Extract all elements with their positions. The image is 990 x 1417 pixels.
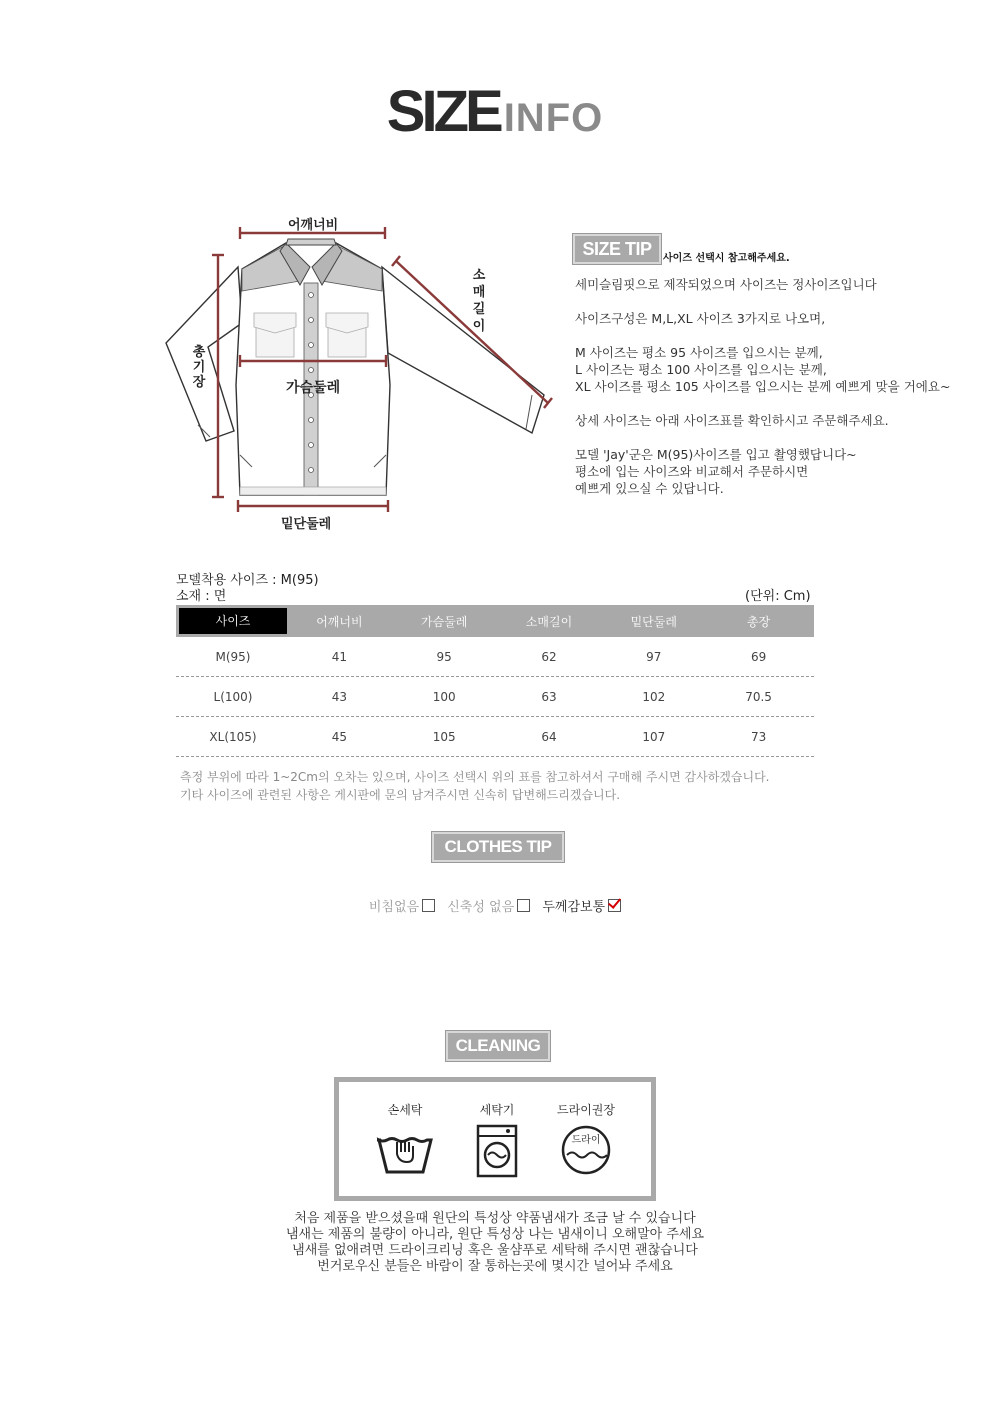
model-size: 모델착용 사이즈 : M(95) [176, 573, 319, 588]
label-total-length: 총기장 [192, 345, 206, 390]
shirt-illustration [160, 205, 560, 545]
table-cell: 69 [750, 649, 767, 664]
message-line: 냄새를 없애려면 드라이크리닝 혹은 울샴푸로 세탁해 주시면 괜찮습니다 [292, 1243, 698, 1258]
size-table [176, 605, 814, 757]
size-tip-line: M 사이즈는 평소 95 사이즈를 입으시는 분께, [575, 345, 823, 360]
size-tip-badge: SIZE TIP [573, 234, 661, 264]
table-cell: 105 [432, 729, 456, 744]
table-cell: XL(105) [209, 729, 257, 744]
hand-wash-icon [373, 1124, 437, 1178]
size-tip-text [575, 276, 985, 497]
property-medium-thickness [542, 896, 621, 915]
header-hem: 밑단둘레 [630, 614, 677, 629]
header-size: 사이즈 [179, 608, 287, 634]
care-washing-machine [452, 1101, 542, 1184]
table-cell: 100 [432, 689, 456, 704]
table-cell: 41 [331, 649, 348, 664]
care-dry-clean [541, 1101, 631, 1177]
size-tip-line: 상세 사이즈는 아래 사이즈표를 확인하시고 주문해주세요. [575, 413, 889, 428]
property-label: 비침없음 [368, 900, 420, 915]
property-label: 신축성 없음 [447, 900, 515, 915]
size-tip-line [575, 327, 985, 344]
header-chest: 가슴둘레 [421, 614, 468, 629]
checked-box-icon [608, 899, 621, 912]
unchecked-box-icon [422, 899, 435, 912]
table-cell: L(100) [213, 689, 253, 704]
table-cell: 43 [331, 689, 348, 704]
care-hand-wash [360, 1101, 450, 1182]
shirt-measurement-diagram [160, 205, 560, 545]
table-row [176, 677, 814, 717]
table-cell: 63 [541, 689, 557, 704]
table-cell: 95 [436, 649, 452, 664]
size-info-heading [0, 78, 990, 145]
size-tip-line [575, 395, 985, 412]
care-label: 드라이권장 [557, 1103, 615, 1117]
table-cell: 102 [642, 689, 666, 704]
property-label: 두께감보통 [542, 900, 606, 915]
dry-clean-icon [559, 1123, 613, 1177]
note-line: 기타 사이즈에 관련된 사항은 게시판에 문의 남겨주시면 신속히 답변해드리겠습니다. [180, 788, 621, 802]
size-tip-line: L 사이즈는 평소 100 사이즈를 입으시는 분께, [575, 362, 827, 377]
table-cell: 45 [331, 729, 348, 744]
label-chest: 가슴둘레 [286, 380, 341, 396]
label-hem: 밑단둘레 [281, 517, 332, 532]
header-sleeve: 소매길이 [525, 614, 573, 629]
table-cell: 70.5 [745, 689, 772, 704]
table-row [176, 637, 814, 677]
message-line: 냄새는 제품의 불량이 아니라, 원단 특성상 나는 냄새이니 오해말아 주세요 [285, 1227, 705, 1242]
heading-info: INFO [503, 96, 604, 140]
header-length: 총장 [746, 614, 771, 629]
size-tip-line: 세미슬림핏으로 제작되었으며 사이즈는 정사이즈입니다 [575, 277, 877, 292]
size-tip-line [575, 293, 985, 310]
clothes-tip-badge: CLOTHES TIP [432, 832, 564, 862]
material: 소재 : 면 [176, 589, 227, 604]
table-cell: 62 [541, 649, 557, 664]
table-header [176, 605, 814, 637]
size-tip-line: XL 사이즈를 평소 105 사이즈를 입으시는 분께 예쁘게 맞을 거에요~ [575, 379, 951, 394]
unchecked-box-icon [517, 899, 530, 912]
size-tip-line: 모델 'Jay'군은 M(95)사이즈를 입고 촬영했답니다~ [575, 447, 857, 462]
size-tip-line: 예쁘게 있으실 수 있답니다. [575, 481, 724, 496]
property-no-sheerness [369, 896, 435, 915]
size-tip-subtitle: 사이즈 선택시 참고해주세요. [663, 253, 790, 264]
note-line: 측정 부위에 따라 1~2Cm의 오차는 있으며, 사이즈 선택시 위의 표를 참고하셔서 구매해 주시면 감사하겠습니다. [180, 770, 770, 784]
size-tip-line: 사이즈구성은 M,L,XL 사이즈 3가지로 나오며, [575, 311, 826, 326]
table-row [176, 717, 814, 757]
table-cell: 97 [646, 649, 662, 664]
message-line: 처음 제품을 받으셨을때 원단의 특성상 약품냄새가 조금 날 수 있습니다 [294, 1211, 696, 1226]
cleaning-message [0, 1211, 990, 1275]
label-shoulder-width: 어깨너비 [288, 218, 339, 233]
table-cell: M(95) [215, 649, 251, 664]
message-line: 번거로우신 분들은 바람이 잘 통하는곳에 몇시간 널어놔 주세요 [317, 1259, 673, 1274]
size-tip-line [575, 429, 985, 446]
cleaning-badge: CLEANING [446, 1031, 550, 1061]
label-sleeve-length: 소매길이 [472, 268, 486, 334]
washing-machine-icon [474, 1122, 520, 1180]
measurement-notes [180, 768, 769, 804]
table-cell: 73 [750, 729, 767, 744]
header-shoulder: 어깨너비 [316, 614, 363, 629]
unit-label: (단위: Cm) [745, 589, 811, 604]
dry-clean-icon-text: 드라이 [571, 1135, 601, 1146]
heading-size: SIZE [386, 79, 500, 144]
care-label: 세탁기 [479, 1103, 515, 1117]
property-no-stretch [447, 896, 530, 915]
fabric-properties [0, 896, 990, 915]
size-tip-line: 평소에 입는 사이즈와 비교해서 주문하시면 [575, 464, 809, 479]
table-cell: 64 [541, 729, 557, 744]
care-label: 손세탁 [387, 1103, 423, 1117]
table-cell: 107 [642, 729, 666, 744]
